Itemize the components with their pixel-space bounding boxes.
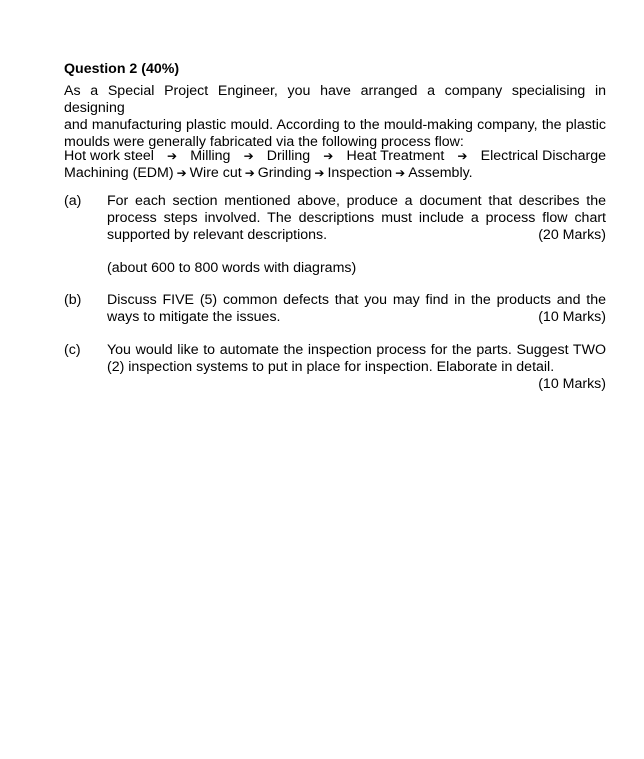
arrow-icon: ➔	[243, 149, 254, 163]
part-label: (b)	[64, 292, 82, 308]
process-step: Inspection	[327, 165, 393, 181]
part-body	[107, 342, 606, 393]
process-flow-line-2	[64, 165, 606, 182]
process-step: Wire cut	[189, 165, 242, 181]
intro-line: and manufacturing plastic mould. According to the mould-making company, the plastic	[64, 117, 606, 133]
part-body	[107, 292, 606, 326]
marks-label: (10 Marks)	[538, 376, 606, 392]
arrow-icon: ➔	[457, 149, 468, 163]
intro-line: moulds were generally fabricated via the following process flow:	[64, 134, 464, 150]
process-step: Drilling	[266, 148, 311, 164]
process-step: Hot work steel	[64, 148, 154, 164]
process-step: Grinding	[257, 165, 312, 181]
part-label: (c)	[64, 342, 81, 358]
part-body	[107, 193, 606, 277]
part-line: supported by relevant descriptions.	[107, 227, 328, 243]
part-label: (a)	[64, 193, 82, 209]
process-flow	[64, 148, 606, 182]
part-last-line	[107, 309, 606, 326]
part-line: (2) inspection systems to put in place for inspection. Elaborate in detail.	[107, 359, 555, 375]
part-line: ways to mitigate the issues.	[107, 309, 281, 325]
part-line: Discuss FIVE (5) common defects that you may find in the products and the	[107, 292, 606, 308]
arrow-icon: ➔	[244, 166, 255, 180]
process-step: Assembly.	[408, 165, 473, 181]
process-step: Heat Treatment	[346, 148, 445, 164]
process-step: Machining (EDM)	[64, 165, 174, 181]
part-last-line	[107, 227, 606, 244]
process-flow-line-1	[64, 148, 606, 165]
arrow-icon: ➔	[395, 166, 406, 180]
intro-line: As a Special Project Engineer, you have arranged a company specialising in designing	[64, 83, 606, 116]
arrow-icon: ➔	[323, 149, 334, 163]
part-note: (about 600 to 800 words with diagrams)	[107, 260, 357, 276]
arrow-icon: ➔	[176, 166, 187, 180]
arrow-icon: ➔	[314, 166, 325, 180]
question-title: Question 2 (40%)	[64, 61, 180, 77]
part-line: For each section mentioned above, produce a document that describes the	[107, 193, 606, 209]
arrow-icon: ➔	[167, 149, 178, 163]
process-step: Electrical Discharge	[480, 148, 606, 164]
question-intro	[64, 83, 606, 151]
marks-label: (20 Marks)	[538, 227, 606, 243]
marks-label: (10 Marks)	[538, 309, 606, 325]
part-line: You would like to automate the inspection process for the parts. Suggest TWO	[107, 342, 606, 358]
part-line: process steps involved. The descriptions must include a process flow chart	[107, 210, 606, 226]
process-step: Milling	[190, 148, 231, 164]
